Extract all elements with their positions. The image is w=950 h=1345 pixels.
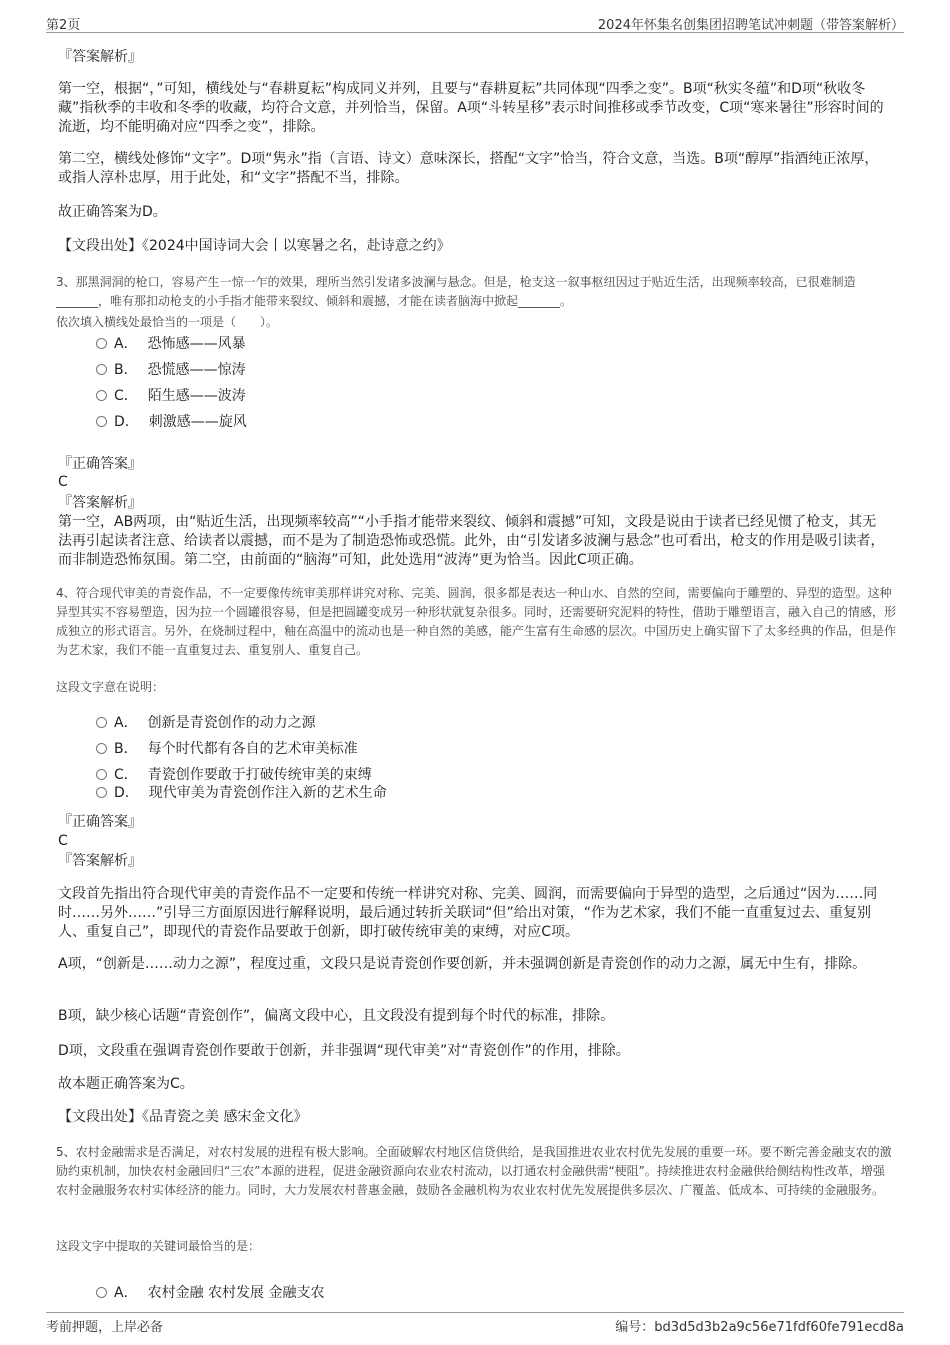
- document-id-label: 编号：: [615, 1320, 655, 1335]
- q4-prompt: 这段文字意在说明：: [56, 680, 165, 694]
- q3-prompt: 依次填入横线处最恰当的一项是（ ）。: [56, 315, 279, 329]
- q4-conclusion: 故本题正确答案为C。: [58, 1076, 194, 1092]
- q2-analysis-label: 『答案解析』: [58, 49, 142, 65]
- radio-icon[interactable]: [96, 743, 107, 754]
- q3-answer-label: 『正确答案』: [58, 456, 142, 472]
- q3-option-a[interactable]: A． 恐怖感——风暴: [96, 335, 246, 354]
- document-id-code: bd3d5d3b2a9c56e71fdf60fe791ecd8a: [654, 1320, 904, 1335]
- q3-stem: 3、那黑洞洞的枪口，容易产生一惊一乍的效果，理所当然引发诸多波澜与悬念。但是，枪支这一叙事枢纽因过于贴近生活，出现频率较高，已很难制造_______，唯有那扣动枪支的小手指才能带来裂纹、倾斜和震撼，才能在读者脑海中掀起_______。: [56, 275, 856, 308]
- radio-icon[interactable]: [96, 338, 107, 349]
- q3-option-b[interactable]: B． 恐慌感——惊涛: [96, 361, 246, 380]
- q4-option-c[interactable]: C． 青瓷创作要敢于打破传统审美的束缚: [96, 766, 372, 785]
- q4-analysis-paragraph-1: 文段首先指出符合现代审美的青瓷作品不一定要和传统一样讲究对称、完美、圆润，而需要偏向于异型的造型，之后通过“因为……同时……另外……”引导三方面原因进行解释说明，最后通过转折关联词“但”给出对策，“作为艺术家，我们不能一直重复过去、重复别人、重复自己”，即现代的青瓷作品要敢于创新，即打破传统审美的束缚，对应C项。: [58, 886, 878, 940]
- q3-answer: C: [58, 474, 68, 490]
- radio-icon[interactable]: [96, 364, 107, 375]
- page-number: 第2页: [46, 18, 81, 33]
- q2-conclusion: 故正确答案为D。: [58, 204, 167, 220]
- q4-analysis-paragraph-3: B项，缺少核心话题“青瓷创作”，偏离文段中心，且文段没有提到每个时代的标准，排除。: [58, 1008, 615, 1024]
- q4-analysis-paragraph-4: D项，文段重在强调青瓷创作要敢于创新，并非强调“现代审美”对“青瓷创作”的作用，排除。: [58, 1043, 630, 1059]
- q5-stem: 5、农村金融需求是否满足，对农村发展的进程有极大影响。全面破解农村地区信贷供给，是我国推进农业农村优先发展的重要一环。要不断完善金融支农的激励约束机制，加快农村金融回归“三农”本源的进程，促进金融资源向农业农村流动，以打通农村金融供需“梗阻”。持续推进农村金融供给侧结构性改革，增强农村金融服务农村实体经济的能力。同时，大力发展农村普惠金融，鼓励各金融机构为农业农村优先发展提供多层次、广覆盖、低成本、可持续的金融服务。: [56, 1145, 892, 1197]
- document-id: [615, 1316, 904, 1335]
- radio-icon[interactable]: [96, 717, 107, 728]
- q3-option-d[interactable]: D． 刺激感——旋风: [96, 413, 247, 432]
- radio-icon[interactable]: [96, 416, 107, 427]
- radio-icon[interactable]: [96, 1287, 107, 1298]
- q5-prompt: 这段文字中提取的关键词最恰当的是：: [56, 1239, 261, 1253]
- q2-analysis-paragraph-2: 第二空，横线处修饰“文字”。D项“隽永”指（言语、诗文）意味深长，搭配“文字”恰当，符合文意，当选。B项“醇厚”指酒纯正浓厚，或指人淳朴忠厚，用于此处，和“文字”搭配不当，排除。: [58, 151, 879, 186]
- page-header: [46, 12, 904, 33]
- q3-option-c[interactable]: C． 陌生感——波涛: [96, 387, 246, 406]
- q3-analysis-label: 『答案解析』: [58, 495, 142, 511]
- q5-option-a[interactable]: A． 农村金融 农村发展 金融支农: [96, 1284, 324, 1303]
- footer-slogan: 考前押题，上岸必备: [46, 1320, 164, 1335]
- q2-source: 【文段出处】《2024中国诗词大会丨以寒暑之名，赴诗意之约》: [58, 238, 451, 254]
- q4-option-b[interactable]: B． 每个时代都有各自的艺术审美标准: [96, 740, 358, 759]
- radio-icon[interactable]: [96, 390, 107, 401]
- q3-analysis: 第一空，AB两项，由“贴近生活，出现频率较高”“小手指才能带来裂纹、倾斜和震撼”可知，文段是说由于读者已经见惯了枪支，其无法再引起读者注意、给读者以震撼，而不是为了制造恐怖或恐慌。此外，由“引发诸多波澜与悬念”也可看出，枪支的作用是吸引读者，而非制造恐怖氛围。第二空，由前面的“脑海”可知，此处选用“波涛”更为恰当。因此C项正确。: [58, 514, 885, 568]
- q4-analysis-paragraph-2: A项，“创新是……动力之源”，程度过重，文段只是说青瓷创作要创新，并未强调创新是青瓷创作的动力之源，属无中生有，排除。: [58, 956, 867, 972]
- q2-analysis-paragraph-1: 第一空，根据“，”可知，横线处与“春耕夏耘”构成同义并列，且要与“春耕夏耘”共同体现“四季之变”。B项“秋实冬蕴”和D项“秋收冬藏”指秋季的丰收和冬季的收藏，均符合文意，并列恰当，保留。A项“斗转星移”表示时间推移或季节改变，C项“寒来暑往”形容时间的流逝，均不能明确对应“四季之变”，排除。: [58, 81, 884, 135]
- q4-option-a[interactable]: A． 创新是青瓷创作的动力之源: [96, 714, 316, 733]
- radio-icon[interactable]: [96, 787, 107, 798]
- q4-stem: 4、符合现代审美的青瓷作品，不一定要像传统审美那样讲究对称、完美、圆润，很多都是表达一种山水、自然的空间，需要偏向于雕塑的、异型的造型。这种异型其实不容易塑造，因为拉一个圆罐很容易，但是把圆罐变成另一种形状就复杂很多。同时，还需要研究泥料的特性，借助于雕塑语言，融入自己的情感，形成独立的形式语言。另外，在烧制过程中，釉在高温中的流动也是一种自然的美感，能产生富有生命感的层次。中国历史上确实留下了太多经典的作品，但是作为艺术家，我们不能一直重复过去、重复别人、重复自己。: [56, 586, 897, 657]
- page-footer: [46, 1312, 904, 1335]
- q4-option-d[interactable]: D． 现代审美为青瓷创作注入新的艺术生命: [96, 784, 387, 803]
- radio-icon[interactable]: [96, 769, 107, 780]
- q4-source: 【文段出处】《品青瓷之美 感宋金文化》: [58, 1109, 308, 1125]
- q4-answer-label: 『正确答案』: [58, 814, 142, 830]
- q4-analysis-label: 『答案解析』: [58, 853, 142, 869]
- q4-answer: C: [58, 833, 68, 849]
- document-title: 2024年怀集名创集团招聘笔试冲刺题（带答案解析）: [597, 18, 904, 33]
